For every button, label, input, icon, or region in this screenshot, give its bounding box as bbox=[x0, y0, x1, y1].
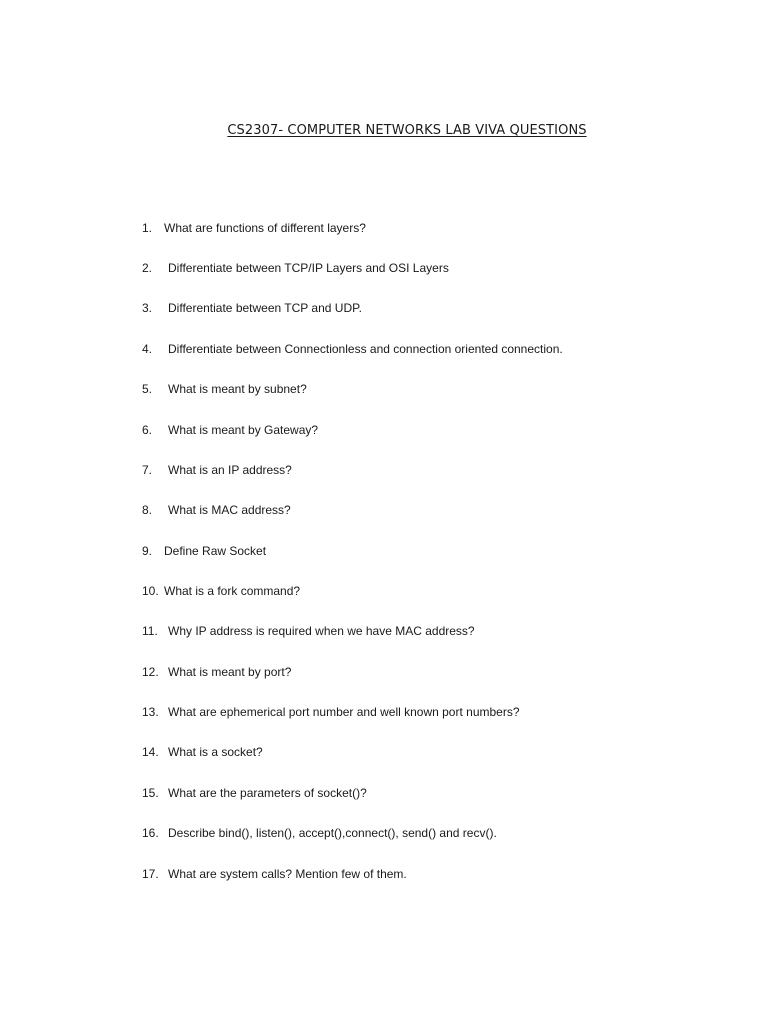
question-number: 12. bbox=[142, 665, 159, 679]
list-item bbox=[142, 542, 266, 560]
list-item bbox=[142, 622, 475, 640]
question-text: What is an IP address? bbox=[168, 463, 292, 477]
question-number: 2. bbox=[142, 261, 153, 275]
question-number: 16. bbox=[142, 826, 159, 840]
question-number: 6. bbox=[142, 423, 153, 437]
question-number: 8. bbox=[142, 503, 153, 517]
question-number: 5. bbox=[142, 382, 153, 396]
list-item bbox=[142, 865, 407, 883]
question-text: What are the parameters of socket()? bbox=[168, 786, 367, 800]
question-text: Differentiate between TCP/IP Layers and OSI Layers bbox=[168, 261, 449, 275]
question-text: Define Raw Socket bbox=[164, 544, 267, 558]
question-text: What is meant by subnet? bbox=[168, 382, 307, 396]
list-item bbox=[142, 421, 318, 439]
question-number: 9. bbox=[142, 544, 153, 558]
list-item bbox=[142, 340, 563, 358]
question-text: Differentiate between Connectionless and connection oriented connection. bbox=[168, 342, 563, 356]
question-number: 1. bbox=[142, 221, 153, 235]
question-number: 7. bbox=[142, 463, 153, 477]
question-text: What are system calls? Mention few of them. bbox=[168, 867, 407, 881]
question-text: Describe bind(), listen(), accept(),connect(), send() and recv(). bbox=[168, 826, 497, 840]
question-number: 13. bbox=[142, 705, 159, 719]
question-text: What is a fork command? bbox=[164, 584, 301, 598]
list-item bbox=[142, 743, 263, 761]
question-number: 17. bbox=[142, 867, 159, 881]
list-item bbox=[142, 299, 362, 317]
list-item bbox=[142, 219, 366, 237]
question-text: What is MAC address? bbox=[168, 503, 291, 517]
question-text: What is a socket? bbox=[168, 745, 263, 759]
page-title: CS2307- COMPUTER NETWORKS LAB VIVA QUESTIONS bbox=[227, 123, 587, 138]
list-item bbox=[142, 259, 449, 277]
list-item bbox=[142, 461, 292, 479]
question-number: 14. bbox=[142, 745, 159, 759]
question-number: 10. bbox=[142, 584, 159, 598]
list-item bbox=[142, 663, 291, 681]
question-text: What are ephemerical port number and well known port numbers? bbox=[168, 705, 520, 719]
list-item bbox=[142, 582, 300, 600]
question-text: What is meant by Gateway? bbox=[168, 423, 319, 437]
list-item bbox=[142, 824, 497, 842]
question-number: 15. bbox=[142, 786, 159, 800]
question-text: What is meant by port? bbox=[168, 665, 292, 679]
question-text: What are functions of different layers? bbox=[164, 221, 366, 235]
question-number: 4. bbox=[142, 342, 153, 356]
question-text: Why IP address is required when we have MAC address? bbox=[168, 624, 475, 638]
question-number: 3. bbox=[142, 301, 153, 315]
list-item bbox=[142, 380, 307, 398]
list-item bbox=[142, 501, 291, 519]
list-item bbox=[142, 703, 520, 721]
list-item bbox=[142, 784, 367, 802]
question-number: 11. bbox=[142, 624, 158, 638]
question-text: Differentiate between TCP and UDP. bbox=[168, 301, 362, 315]
